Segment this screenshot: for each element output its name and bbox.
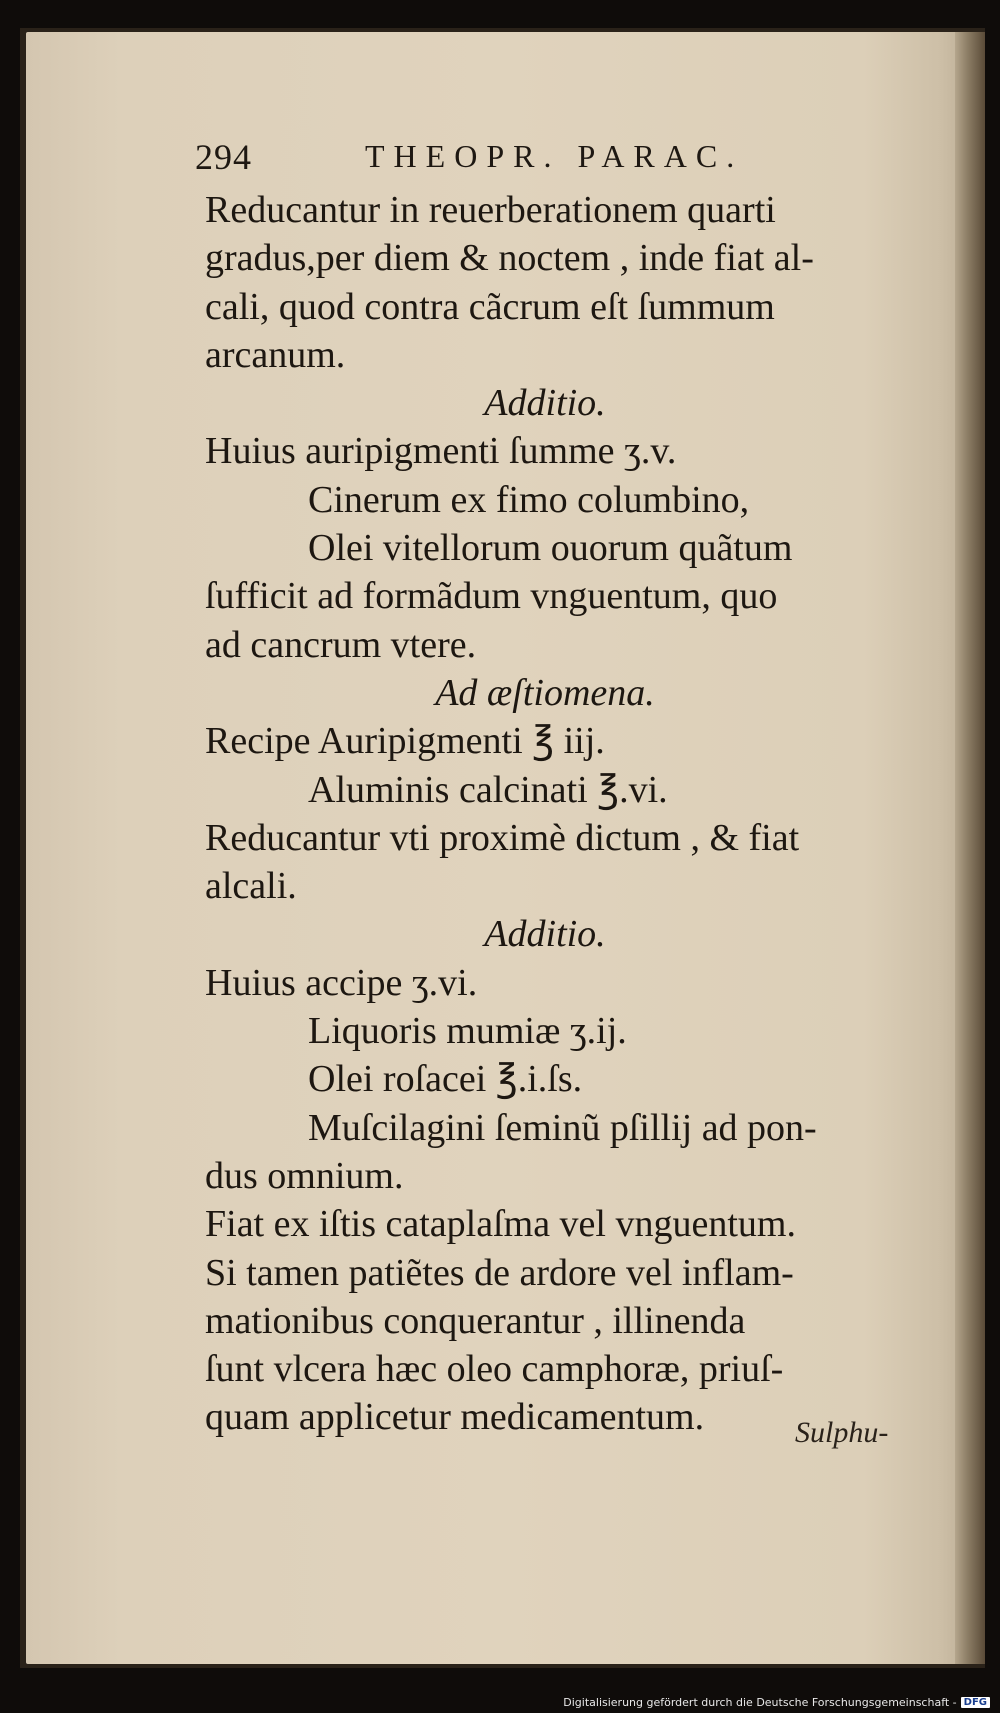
footer-credit: Digitalisierung gefördert durch die Deutsche Forschungsgemeinschaft -	[563, 1696, 957, 1709]
section-heading: Additio.	[484, 382, 606, 425]
text-line: cali, quod contra cãcrum eſt ſummum	[205, 285, 775, 328]
body-text	[205, 186, 925, 1442]
text-line: Muſcilagini ſeminũ pſillij ad pon-	[308, 1106, 817, 1149]
catchword: Sulphu-	[795, 1416, 889, 1449]
digitization-footer	[563, 1696, 990, 1709]
text-line: mationibus conquerantur , illinenda	[205, 1299, 746, 1342]
text-line: dus omnium.	[205, 1154, 404, 1197]
text-line: quam applicetur medicamentum.	[205, 1396, 705, 1439]
text-line: Huius accipe ʒ.vi.	[205, 961, 478, 1004]
text-line: Fiat ex iſtis cataplaſma vel vnguentum.	[205, 1203, 796, 1246]
dfg-logo: DFG	[961, 1697, 990, 1708]
section-heading: Ad æſtiomena.	[435, 671, 655, 714]
text-line: gradus,per diem & noctem , inde fiat al-	[205, 237, 814, 280]
text-line: Reducantur vti proximè dictum , & fiat	[205, 816, 800, 859]
section-heading: Additio.	[484, 913, 606, 956]
text-line: Aluminis calcinati ℥.vi.	[308, 768, 668, 811]
text-line: ſufficit ad formãdum vnguentum, quo	[205, 575, 778, 618]
text-line: Recipe Auripigmenti ℥ iij.	[205, 720, 605, 763]
page-number: 294	[195, 137, 252, 177]
text-line: Huius auripigmenti ſumme ʒ.v.	[205, 430, 677, 473]
page-header	[195, 136, 915, 186]
text-line: Cinerum ex fimo columbino,	[308, 478, 750, 521]
text-line: ad cancrum vtere.	[205, 623, 477, 666]
text-line: arcanum.	[205, 333, 346, 376]
text-line: Liquoris mumiæ ʒ.ij.	[308, 1010, 627, 1053]
text-line: alcali.	[205, 865, 297, 908]
text-line: Si tamen patiẽtes de ardore vel inflam-	[205, 1251, 794, 1294]
page-gutter-edge	[955, 32, 985, 1664]
text-line: ſunt vlcera hæc oleo camphoræ, priuſ-	[205, 1348, 784, 1391]
text-line: Olei roſacei ℥.i.ſs.	[308, 1058, 583, 1101]
running-head: THEOPR. PARAC.	[365, 138, 744, 174]
text-line: Reducantur in reuerberationem quarti	[205, 189, 776, 231]
text-line: Olei vitellorum ouorum quãtum	[308, 527, 793, 570]
